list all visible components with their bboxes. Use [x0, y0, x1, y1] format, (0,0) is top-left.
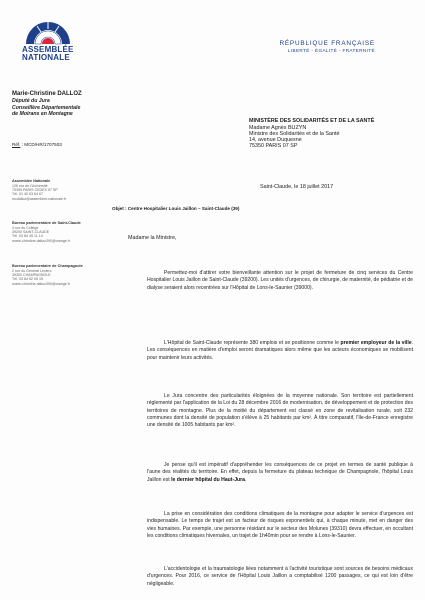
republique-header [279, 40, 375, 54]
sender-role-line-2: de Moirans en Montagne [12, 111, 73, 118]
recipient-line: 14, avenue Duquesne [249, 137, 302, 143]
address-line: 2 rue du Général Leclerc [12, 268, 52, 273]
paragraph-text: . Les conséquences en matière d'emploi seront dramatiques alors même que les acteurs économiques se mobilisent pour maintenir leurs activités. [147, 340, 413, 361]
address-champagnole [12, 264, 104, 286]
paragraph-text: Je pense qu'il est impératif d'appréhender les conséquences de ce projet en termes de santé publique à l'aune des réalités du territoire. En effet, depuis la fermeture du plateau technique de Champagnole, l'hôpital Louis Jaillon est [147, 462, 413, 483]
paragraph-emphasis: le dernier hôpital du Haut-Jura [171, 476, 245, 483]
address-email: mcdalloz@assemblee-nationale.fr [12, 196, 67, 201]
address-line: 39300 CHAMPAGNOLE [12, 273, 51, 277]
republic-motto: LIBERTÉ - ÉGALITÉ - FRATERNITÉ [287, 48, 375, 53]
body-paragraph [147, 340, 413, 362]
reference-value: : MCD/HR/1707503 [21, 142, 62, 147]
paragraph-text: La prise en considération des conditions climatiques de la montagne pour adapter le service d'urgences est indispensable. Le temps de trajet est un facteur de risques exponentiels qui, à chaque minute, met en danger des vies humaines. Par exemple, une personne résidant sur le secteur des Molunes (39310) devra effectuer, en occultant les conditions climatiques hivernales, un trajet de 1h40min pour se rendre à Lons-le-Saunier. [147, 511, 413, 539]
address-email: marie-christine.dalloz390@orange.fr [12, 281, 70, 286]
sender-block [12, 91, 122, 118]
recipient-line: Madame Agnès BUZYN [249, 124, 307, 131]
assemblee-nationale-logo [22, 16, 74, 62]
paragraph-emphasis: premier employeur de la ville [340, 340, 412, 346]
body-paragraph [147, 270, 413, 292]
address-line: 126 rue de l'Université [12, 183, 48, 188]
logo-line-2: NATIONALE [22, 53, 70, 62]
address-line: 39200 SAINT-CLAUDE [12, 230, 50, 234]
body-paragraph [147, 393, 413, 429]
address-line: 4 rue du Collège [12, 225, 39, 230]
sender-title: Député du Jura [12, 98, 50, 105]
address-email: marie-christine.dalloz390@orange.fr [12, 238, 70, 243]
republic-title: RÉPUBLIQUE FRANÇAISE [279, 40, 375, 47]
reference-label: Réf. [12, 142, 21, 147]
letter-date: Saint-Claude, le 18 juillet 2017 [260, 184, 334, 190]
sender-name: Marie-Christine DALLOZ [12, 91, 82, 97]
reference [12, 142, 62, 147]
recipient-organization: MINISTÈRE DES SOLIDARITÉS ET DE LA SANTÉ [249, 118, 375, 124]
address-line: 75355 PARIS CEDEX 07 SP [12, 188, 58, 192]
paragraph-text: L'Hôpital de Saint-Claude représente 380 emplois et se positionne comme le [164, 340, 341, 346]
salutation: Madame la Ministre, [128, 235, 177, 241]
recipient-block [249, 118, 419, 149]
address-line: Tél. 01 40 63 64 67 [12, 192, 43, 197]
address-saint-claude [12, 221, 104, 243]
address-title: Assemblée Nationale [12, 179, 51, 183]
address-line: Tél. 03 84 52 05 15 [12, 277, 43, 282]
recipient-line: 75350 PARIS 07 SP [249, 143, 298, 150]
address-line: Tél. 03 84 45 11 14 [12, 234, 43, 239]
letter-subject: Objet : Centre Hospitalier Louis Jaillon – Saint-Claude (39) [112, 206, 240, 211]
paragraph-text: . [244, 476, 247, 483]
address-title: Bureau parlementaire de Saint-Claude [12, 221, 81, 225]
address-assemblee [12, 179, 104, 201]
body-paragraph [147, 566, 413, 588]
paragraph-text: Permettez-moi d'attirer votre bienveillante attention sur le projet de fermeture de cinq services du Centre Hospitalier Louis Jaillon de Saint-Claude (39200). Les unités d'urgences, de chirurgie, de maternité, de pédiatrie et de dialyse seraient alors recentrées sur l'Hôpital de Lons-le-Saunier (39000). [147, 270, 413, 291]
logo-line-1: ASSEMBLÉE [22, 45, 74, 54]
sender-role-line-1: Conseillère Départementale [12, 104, 81, 111]
paragraph-text: Le Jura concentre des particularités éloignées de la moyenne nationale. Son territoire est partiellement réglementé par l'application de la Loi du 28 décembre 2016 de modernisation, de développement et de protection des territoires de montagne. Plus de la moitié du département est classé en zone de revitalisation rurale, soit 232 communes dont la densité de population s'élève à 25 habitants par km². À titre comparatif, l'Ile-de-France enregistre une densité de 1005 habitants par km². [147, 393, 413, 429]
hemicycle-emblem-icon [22, 16, 74, 46]
paragraph-text: L'accidentologie et la traumatologie liées notamment à l'activité touristique sont sources de besoins médicaux d'urgences. Pour 2016, ce service de l'Hôpital Louis Jaillon a comptabilisé 1200 passages, ce qui est loin d'être négligeable. [147, 566, 413, 587]
recipient-line: Ministre des Solidarités et de la Santé [249, 130, 340, 137]
address-title: Bureau parlementaire de Champagnole [12, 264, 83, 268]
body-paragraph [147, 462, 413, 484]
body-paragraph [147, 511, 413, 540]
